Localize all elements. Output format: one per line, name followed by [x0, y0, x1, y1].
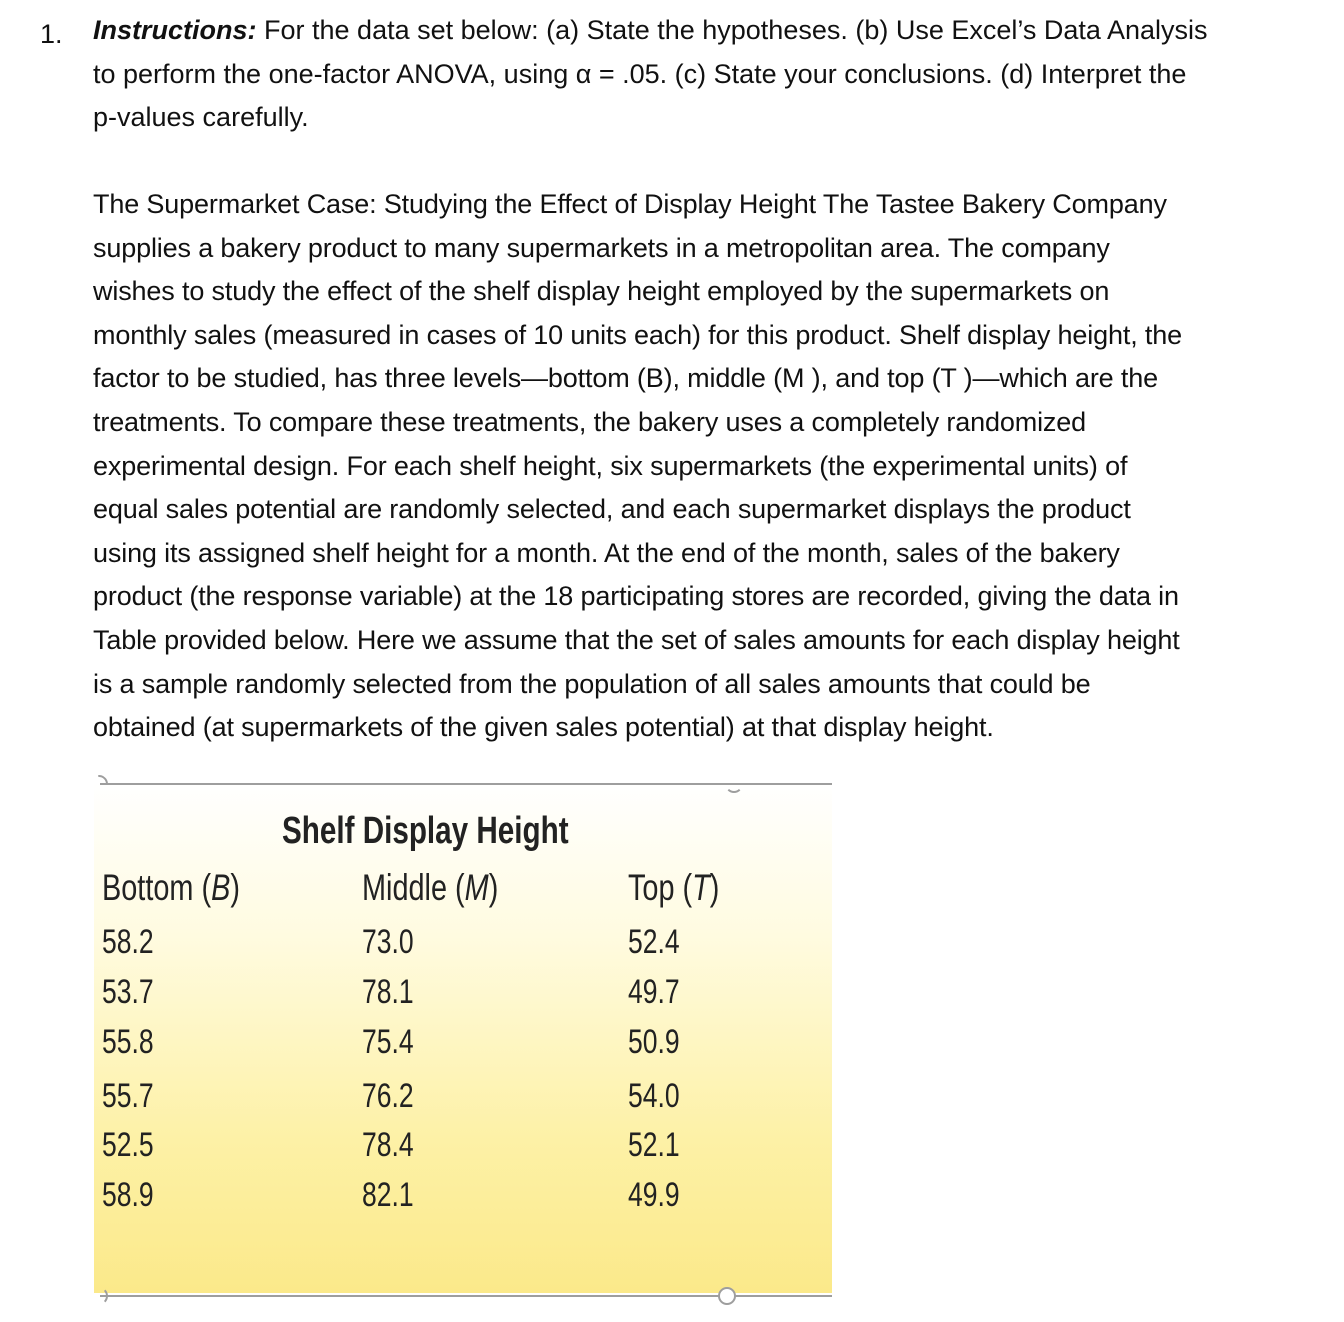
case-line: equal sales potential are randomly selected, and each supermarket displays the product	[93, 494, 1131, 525]
sales-data-table-image	[90, 775, 835, 1300]
table-cell: 76.2	[362, 1077, 414, 1115]
table-cell: 58.2	[102, 923, 154, 961]
case-line: monthly sales (measured in cases of 10 units each) for this product. Shelf display height, the	[93, 319, 1182, 350]
table-cell: 78.1	[362, 973, 414, 1011]
case-line: treatments. To compare these treatments, the bakery uses a completely randomized	[93, 406, 1086, 437]
table-cell: 82.1	[362, 1176, 414, 1214]
case-line: is a sample randomly selected from the population of all sales amounts that could be	[93, 668, 1091, 699]
case-line: The Supermarket Case: Studying the Effect of Display Height The Tastee Bakery Company	[93, 189, 1167, 219]
case-line: supplies a bakery product to many supermarkets in a metropolitan area. The company	[93, 232, 1110, 263]
case-line: using its assigned shelf height for a month. At the end of the month, sales of the bakery	[93, 537, 1120, 568]
instructions-line-1	[93, 9, 1273, 53]
column-header-bottom: Bottom (B)	[102, 867, 240, 908]
table-cell: 55.7	[102, 1077, 154, 1115]
table-cell: 55.8	[102, 1023, 154, 1061]
table-cell: 49.9	[628, 1176, 680, 1214]
table-cell: 78.4	[362, 1126, 414, 1164]
table-cell: 54.0	[628, 1077, 680, 1115]
table-cell: 52.4	[628, 923, 680, 961]
table-cell: 52.5	[102, 1126, 154, 1164]
instructions-line-3: p-values carefully.	[93, 102, 309, 133]
table-cell: 53.7	[102, 973, 154, 1011]
corner-circle-icon	[718, 1287, 736, 1305]
corner-curl-icon	[90, 1287, 108, 1305]
table-cell: 73.0	[362, 923, 414, 961]
case-description-paragraph	[93, 183, 1273, 750]
column-header-middle: Middle (M)	[362, 867, 499, 908]
corner-curl-icon	[725, 775, 743, 793]
table-cell: 50.9	[628, 1023, 680, 1061]
table-background	[94, 783, 832, 1293]
table-cell: 49.7	[628, 973, 680, 1011]
case-line: experimental design. For each shelf height, six supermarkets (the experimental units) of	[93, 450, 1128, 481]
case-line: Table provided below. Here we assume that the set of sales amounts for each display height	[93, 624, 1180, 655]
table-group-title: Shelf Display Height	[282, 810, 569, 852]
table-cell: 75.4	[362, 1023, 414, 1061]
case-line: product (the response variable) at the 18 participating stores are recorded, giving the data in	[93, 581, 1179, 612]
instructions-lead: Instructions:	[93, 15, 257, 45]
case-line: obtained (at supermarkets of the given sales potential) at that display height.	[93, 712, 994, 743]
case-line: factor to be studied, has three levels—bottom (B), middle (M ), and top (T )—which are the	[93, 363, 1158, 394]
instructions-line-2: to perform the one-factor ANOVA, using α = .05. (c) State your conclusions. (d) Interpret the	[93, 58, 1187, 89]
instructions-line-1-text: For the data set below: (a) State the hypotheses. (b) Use Excel’s Data Analysis	[256, 15, 1208, 45]
table-cell: 52.1	[628, 1126, 680, 1164]
table-top-rule	[100, 783, 832, 785]
instructions-paragraph	[93, 9, 1273, 140]
question-number: 1.	[40, 19, 63, 49]
column-header-top: Top (T)	[628, 867, 720, 908]
case-line: wishes to study the effect of the shelf display height employed by the supermarkets on	[93, 276, 1110, 307]
table-cell: 58.9	[102, 1176, 154, 1214]
